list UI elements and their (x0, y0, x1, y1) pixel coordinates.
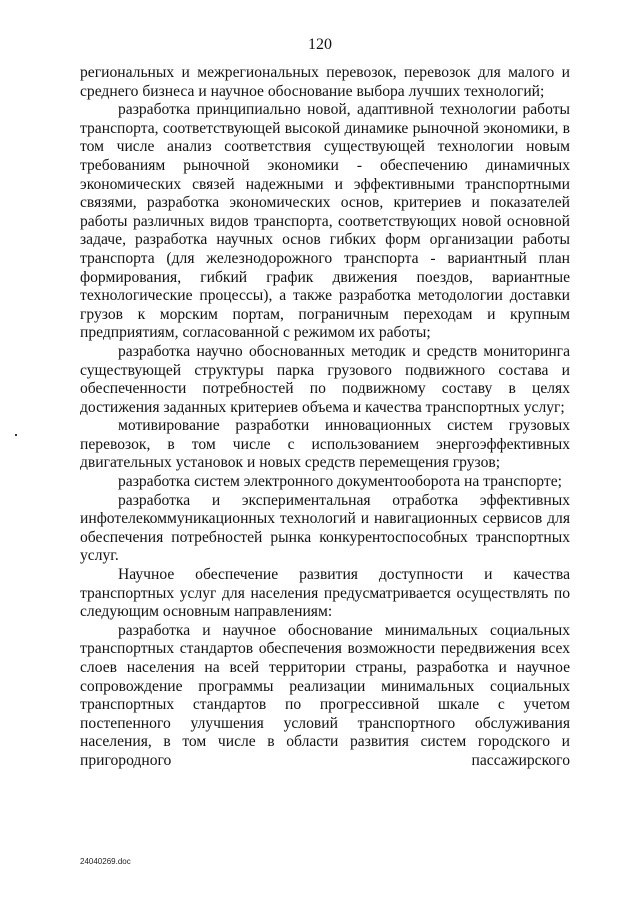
paragraph: разработка научно обоснованных методик и средств мониторинга существующей структуры парка грузового подвижного состава и обеспеченности потребностей по подвижному составу в целях достижения заданных критериев объема и качества транспортных услуг; (80, 342, 570, 416)
paragraph: разработка систем электронного документооборота на транспорте; (118, 473, 562, 491)
paragraph: разработка и экспериментальная отработка эффективных инфотелекоммуникационных технологий и навигационных сервисов для обеспечения потребностей рынка конкурентоспособных транспортных услуг. (80, 491, 570, 565)
paragraph: Научное обеспечение развития доступности и качества транспортных услуг для населения предусматривается осуществлять по следующим основным направлениям: (80, 566, 570, 621)
paragraph: разработка принципиально новой, адаптивной технологии работы транспорта, соответствующей высокой динамике рыночной экономики, в том числе анализ соответствия существующей технологии новым требованиям рыночной экономики - обеспечению динамичных экономических связей надежными и эффективными транспортными связями, разработка экономических основ, критериев и показателей работы различных видов транспорта, соответствующих новой основной задаче, разработка научных основ гибких форм организации работы транспорта (для железнодорожного транспорта - вариантный план формирования, гибкий график движения поездов, вариантные технологические процессы), а также разработка методологии доставки грузов к морским портам, пограничным переходам и крупным предприятиям, согласованной с режимом их работы; (80, 101, 570, 342)
page-number: 120 (308, 36, 332, 53)
footer-doc-id: 24040269.doc (80, 857, 131, 866)
margin-mark (15, 434, 17, 436)
document-body (80, 64, 570, 771)
paragraph: мотивирование разработки инновационных систем грузовых перевозок, в том числе с использованием энергоэффективных двигательных установок и новых средств перемещения грузов; (80, 417, 570, 472)
paragraph: региональных и межрегиональных перевозок, перевозок для малого и среднего бизнеса и научное обоснование выбора лучших технологий; (80, 64, 570, 100)
paragraph: разработка и научное обоснование минимальных социальных транспортных стандартов обеспечения возможности передвижения всех слоев населения на всей территории страны, разработка и научное сопровождение программы реализации минимальных социальных транспортных стандартов по прогрессивной шкале с учетом постепенного улучшения условий транспортного обслуживания населения, в том числе в области развития систем городского и пригородного пассажирского (80, 621, 570, 769)
